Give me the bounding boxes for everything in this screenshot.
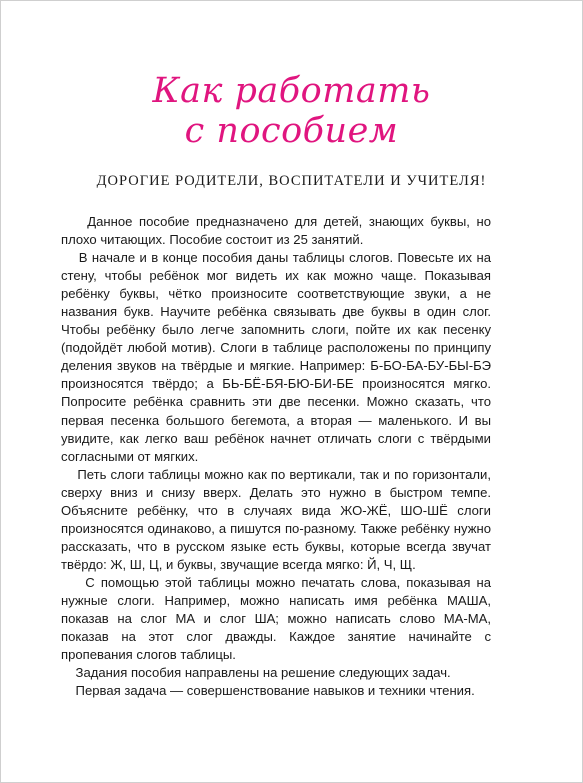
paragraph: Данное пособие предназначено для детей, знающих буквы, но плохо читающих. Пособие состоит из 25 занятий. xyxy=(61,214,491,248)
page-title-line-2: с пособием xyxy=(184,111,399,151)
paragraph: С помощью этой таблицы можно печатать слова, показывая на нужные слоги. Например, можно написать имя ребёнка МАША, показав на слог МА и слог ША; можно написать слово МА-МА, показав на этот слог дважды. Каждое занятие начинайте с пропевания слогов таблицы. xyxy=(61,574,491,663)
paragraph: Задания пособия направлены на решение следующих задач. xyxy=(61,665,451,681)
page-title-line-1: Как работать xyxy=(152,71,431,111)
page-title xyxy=(1,71,582,151)
paragraph: Петь слоги таблицы можно как по вертикали, так и по горизонтали, сверху вниз и снизу вверх. Делать это нужно в быстром темпе. Объясните ребёнку, что в случаях вида ЖО-ЖЁ, ШО-ШЁ слоги произносятся одинаково, а пишутся по-разному. Также ребёнку нужно рассказать, что в русском языке есть буквы, которые всегда звучат твёрдо: Ж, Ш, Ц, и буквы, звучащие всегда мягко: Й, Ч, Щ. xyxy=(61,466,491,572)
paragraph: Первая задача — совершенствование навыков и техники чтения. xyxy=(61,683,475,699)
body-text xyxy=(61,213,491,700)
paragraph: В начале и в конце пособия даны таблицы слогов. Повесьте их на стену, чтобы ребёнок мог видеть их как можно чаще. Показывая ребёнку буквы, чётко произносите соответствующие звуки, а не названия букв. Научите ребёнка связывать две буквы в один слог. Чтобы ребёнку было легче запомнить слоги, пойте их как песенку (подойдёт любой мотив). Слоги в таблице расположены по принципу деления звуков на твёрдые и мягкие. Например: Б-БО-БА-БУ-БЫ-БЭ произносятся твёрдо; а БЬ-БЁ-БЯ-БЮ-БИ-БЕ произносятся мягко. Попросите ребёнка сравнить эти две песенки. Можно сказать, что первая песенка большого бегемота, а вторая — маленького. И вы увидите, как легко ваш ребёнок начнет отличать слоги с твёрдыми согласными от мягких. xyxy=(61,250,491,464)
page-subtitle: ДОРОГИЕ РОДИТЕЛИ, ВОСПИТАТЕЛИ И УЧИТЕЛЯ! xyxy=(96,173,487,189)
